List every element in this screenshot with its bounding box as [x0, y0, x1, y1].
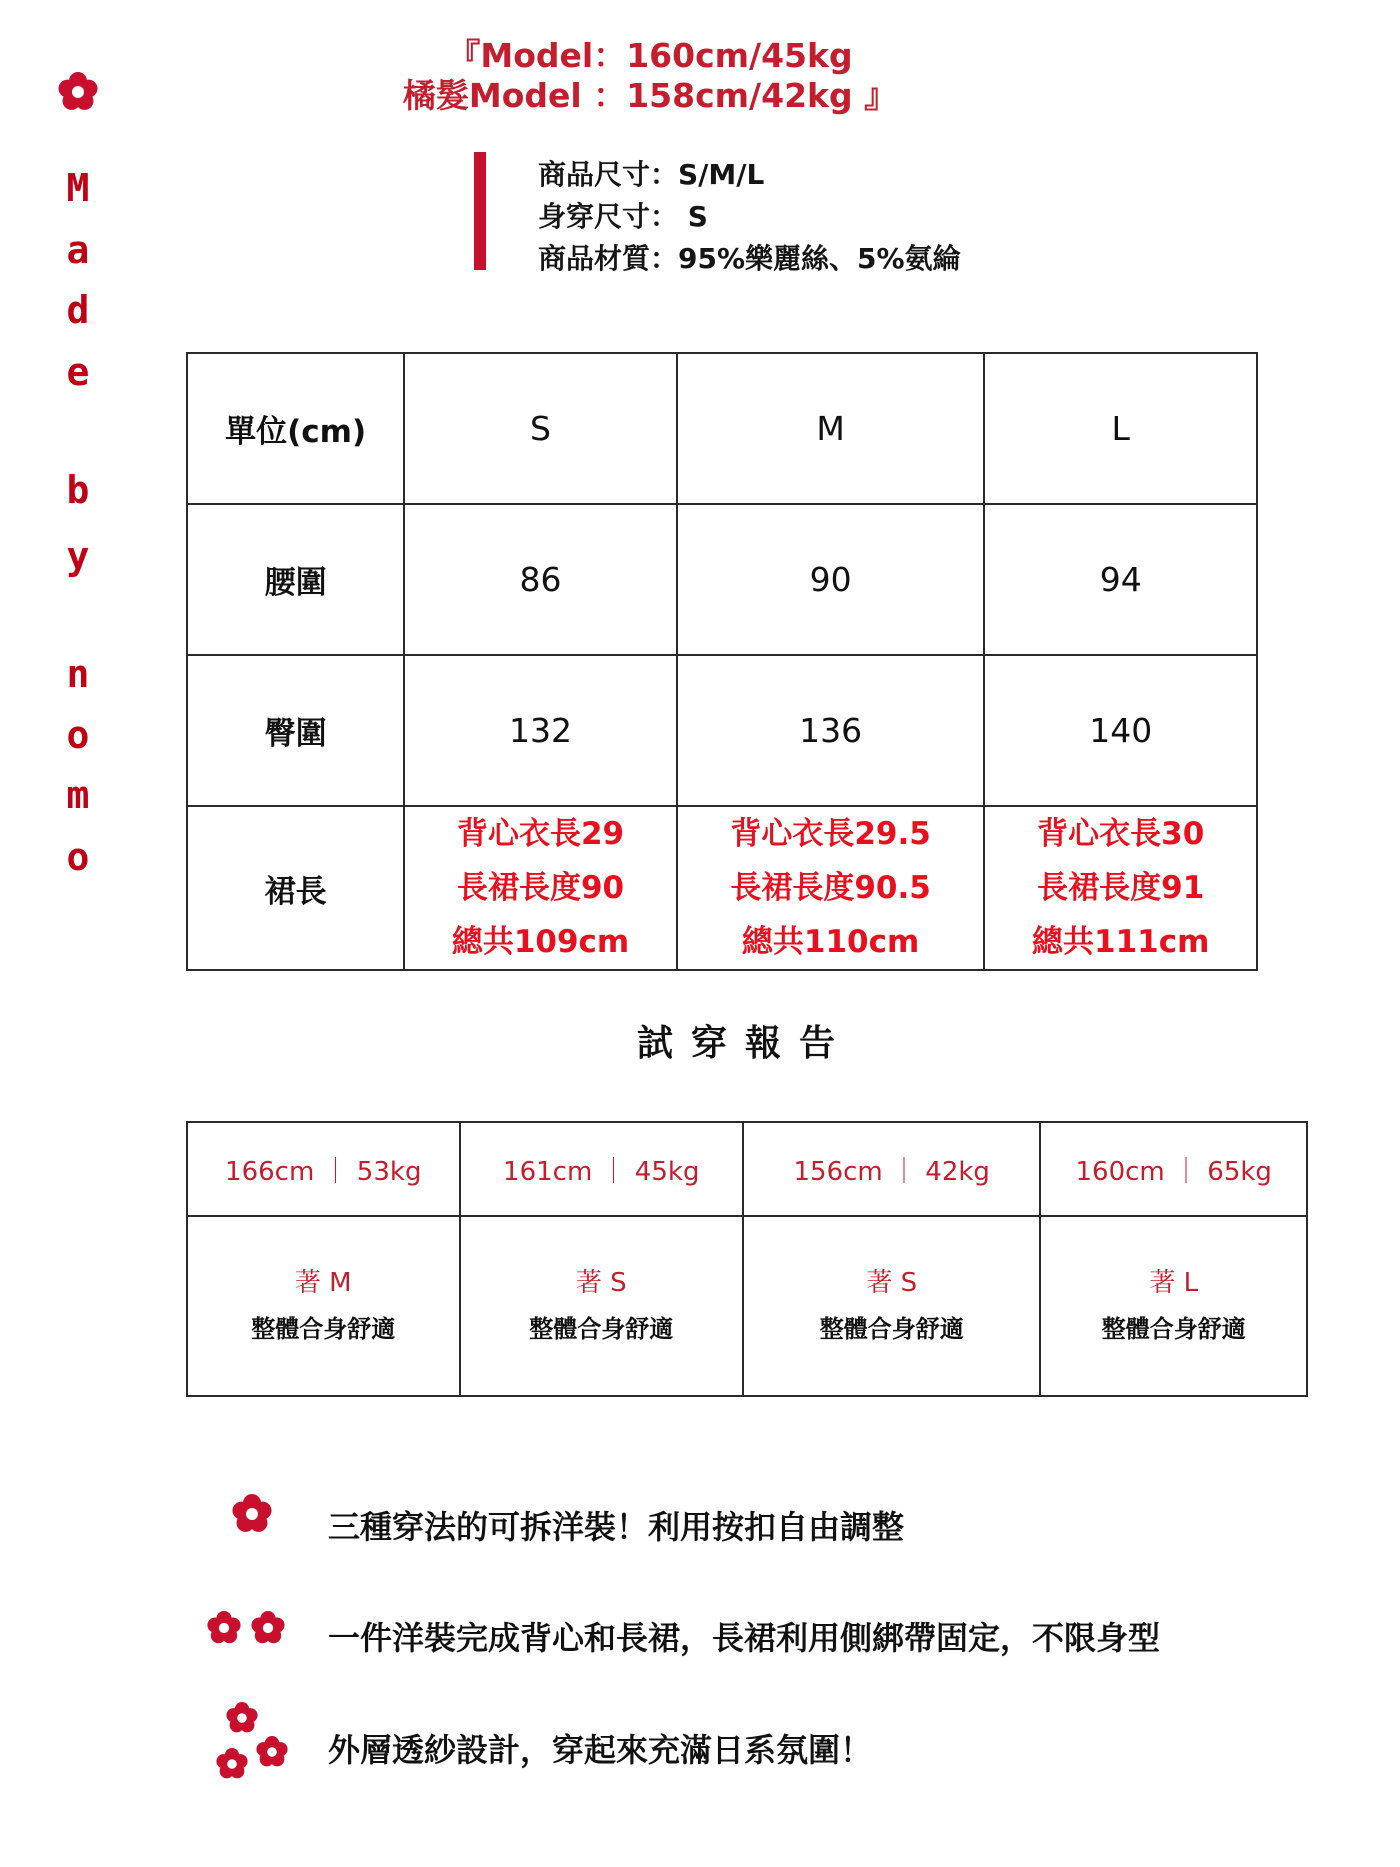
size-header-l: L — [984, 353, 1257, 504]
length-cell-m — [677, 806, 985, 970]
model-info-line-2: 橘髮Model ：158cm/42kg 』 — [402, 76, 898, 115]
size-header-m: M — [677, 353, 985, 504]
fit-comment: 整體合身舒適 — [251, 1315, 396, 1343]
tester-feedback — [1040, 1216, 1307, 1396]
row-label: 臀圍 — [187, 655, 404, 806]
try-on-table — [186, 1121, 1308, 1397]
tester-feedback — [460, 1216, 743, 1396]
total-length: 總共110cm — [741, 924, 920, 960]
size-table-header — [187, 353, 1257, 504]
worn-size: 著 S — [575, 1268, 627, 1298]
cell-value: 132 — [404, 655, 677, 806]
accent-bar — [474, 152, 486, 270]
cell-value: 90 — [677, 504, 985, 655]
vest-length: 背心衣長29.5 — [730, 816, 931, 852]
brand-letter: y — [66, 534, 90, 578]
table-row — [187, 504, 1257, 655]
feature-text: 一件洋裝完成背心和長裙，長裙利用側綁帶固定，不限身型 — [328, 1619, 1161, 1657]
tester-stats-row — [187, 1122, 1307, 1216]
one-flower-icon — [226, 1488, 278, 1540]
cell-value: 140 — [984, 655, 1257, 806]
cell-value: 94 — [984, 504, 1257, 655]
fit-comment: 整體合身舒適 — [1101, 1315, 1246, 1343]
skirt-length: 長裙長度90 — [456, 870, 625, 906]
brand-letter: b — [66, 468, 90, 512]
skirt-length: 長裙長度90.5 — [730, 870, 931, 906]
brand-letter: n — [66, 652, 90, 696]
brand-letter: d — [66, 288, 90, 332]
brand-letter: e — [66, 350, 90, 394]
three-flowers-icon — [208, 1694, 298, 1790]
worn-size: 身穿尺寸： S — [538, 200, 708, 233]
tester-stats: 156cm ｜ 42kg — [743, 1122, 1040, 1216]
row-label: 腰圍 — [187, 504, 404, 655]
tester-stats: 160cm ｜ 65kg — [1040, 1122, 1307, 1216]
size-header-s: S — [404, 353, 677, 504]
length-cell-l — [984, 806, 1257, 970]
fit-comment: 整體合身舒適 — [529, 1315, 674, 1343]
product-size: 商品尺寸：S/M/L — [538, 158, 765, 191]
unit-header: 單位(cm) — [187, 353, 404, 504]
try-on-title: 試穿報告 — [636, 1023, 853, 1064]
vest-length: 背心衣長29 — [456, 816, 625, 852]
brand-letter: o — [66, 713, 90, 757]
row-label: 裙長 — [187, 806, 404, 970]
two-flowers-icon — [200, 1604, 292, 1652]
length-cell-s — [404, 806, 677, 970]
feature-text: 外層透紗設計，穿起來充滿日系氛圍！ — [328, 1731, 873, 1769]
product-material: 商品材質：95%樂麗絲、5%氨綸 — [538, 242, 961, 275]
brand-letter: o — [66, 835, 90, 879]
model-info-line-1: 『Model：160cm/45kg — [447, 36, 853, 75]
tester-stats: 166cm ｜ 53kg — [187, 1122, 460, 1216]
skirt-length: 長裙長度91 — [1037, 870, 1205, 906]
tester-feedback — [743, 1216, 1040, 1396]
brand-letter: a — [66, 228, 90, 272]
table-row — [187, 655, 1257, 806]
table-row — [187, 806, 1257, 970]
feature-text: 三種穿法的可拆洋裝！利用按扣自由調整 — [328, 1508, 905, 1546]
tester-feedback — [187, 1216, 460, 1396]
size-table — [186, 352, 1258, 971]
total-length: 總共111cm — [1032, 924, 1210, 960]
brand-letter: m — [66, 773, 90, 817]
vest-length: 背心衣長30 — [1037, 816, 1205, 852]
brand-letter: M — [66, 166, 90, 210]
worn-size: 著 S — [866, 1268, 918, 1298]
worn-size: 著 M — [294, 1268, 352, 1298]
worn-size: 著 L — [1149, 1268, 1199, 1298]
tester-stats: 161cm ｜ 45kg — [460, 1122, 743, 1216]
total-length: 總共109cm — [451, 924, 630, 960]
tester-feedback-row — [187, 1216, 1307, 1396]
cell-value: 136 — [677, 655, 985, 806]
cell-value: 86 — [404, 504, 677, 655]
fit-comment: 整體合身舒適 — [819, 1315, 964, 1343]
